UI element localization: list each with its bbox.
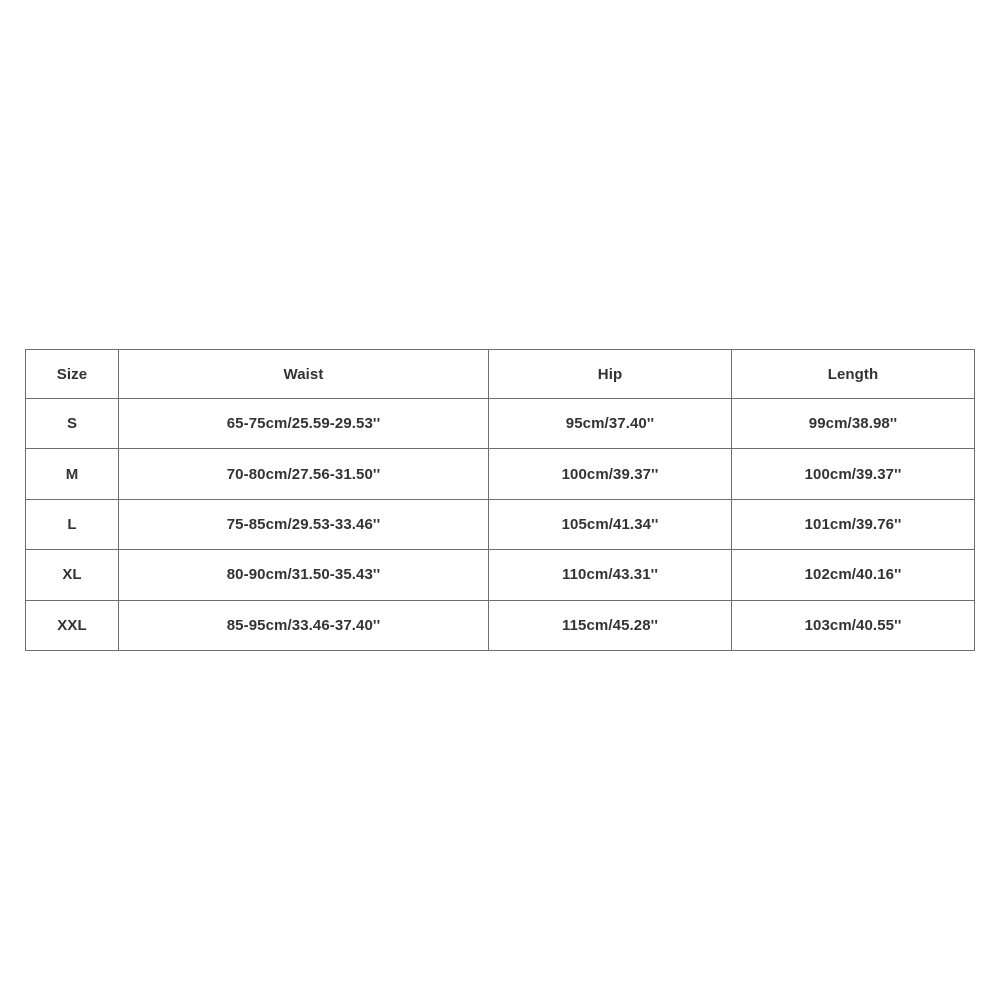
- header-waist: Waist: [119, 350, 489, 399]
- cell-size: XL: [26, 550, 119, 600]
- table-row: [26, 449, 975, 499]
- cell-length: 99cm/38.98'': [732, 399, 975, 449]
- cell-length: 103cm/40.55'': [732, 600, 975, 650]
- table-header-row: [26, 350, 975, 399]
- cell-length: 101cm/39.76'': [732, 499, 975, 549]
- cell-hip: 115cm/45.28'': [489, 600, 732, 650]
- cell-hip: 100cm/39.37'': [489, 449, 732, 499]
- cell-waist: 80-90cm/31.50-35.43'': [119, 550, 489, 600]
- cell-waist: 65-75cm/25.59-29.53'': [119, 399, 489, 449]
- cell-size: M: [26, 449, 119, 499]
- cell-size: S: [26, 399, 119, 449]
- cell-size: L: [26, 499, 119, 549]
- cell-hip: 95cm/37.40'': [489, 399, 732, 449]
- table-row: [26, 499, 975, 549]
- cell-length: 102cm/40.16'': [732, 550, 975, 600]
- size-chart-table: [25, 349, 975, 651]
- table-row: [26, 550, 975, 600]
- header-size: Size: [26, 350, 119, 399]
- header-hip: Hip: [489, 350, 732, 399]
- cell-hip: 105cm/41.34'': [489, 499, 732, 549]
- header-length: Length: [732, 350, 975, 399]
- table-row: [26, 600, 975, 650]
- cell-waist: 75-85cm/29.53-33.46'': [119, 499, 489, 549]
- table-row: [26, 399, 975, 449]
- cell-length: 100cm/39.37'': [732, 449, 975, 499]
- cell-waist: 85-95cm/33.46-37.40'': [119, 600, 489, 650]
- cell-hip: 110cm/43.31'': [489, 550, 732, 600]
- cell-waist: 70-80cm/27.56-31.50'': [119, 449, 489, 499]
- cell-size: XXL: [26, 600, 119, 650]
